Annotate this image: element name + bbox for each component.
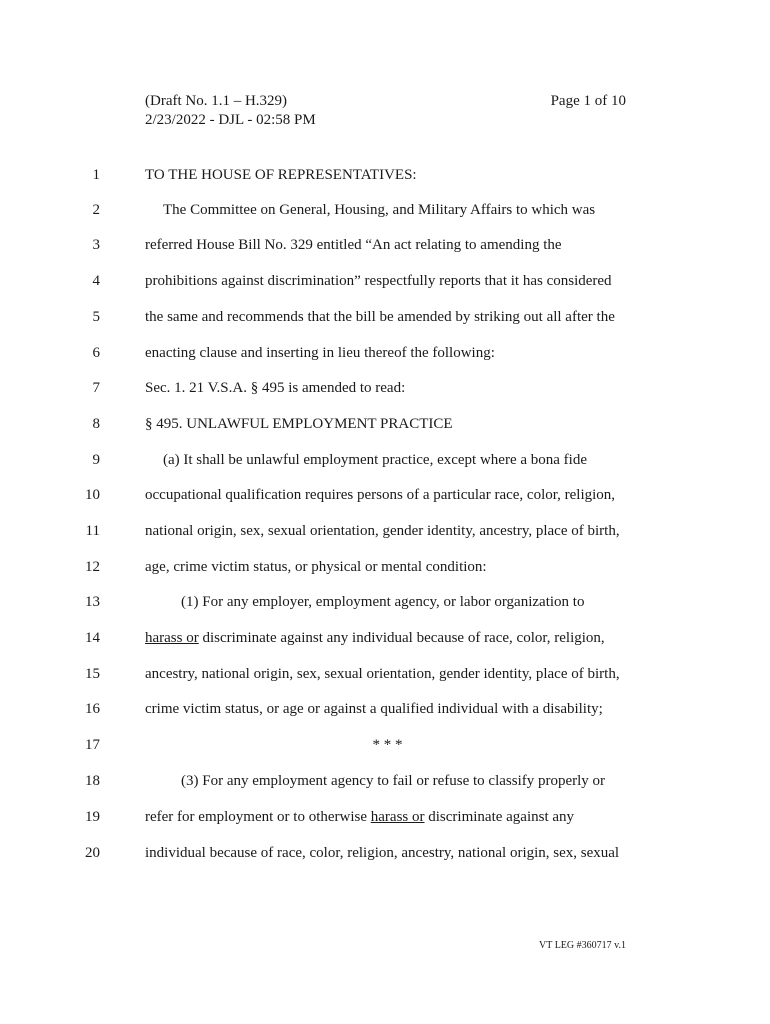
section-heading: § 495. UNLAWFUL EMPLOYMENT PRACTICE [145, 416, 453, 432]
line-text: enacting clause and inserting in lieu thereof the following: [145, 345, 495, 361]
line-text: national origin, sex, sexual orientation, gender identity, ancestry, place of birth, [145, 523, 620, 539]
document-line [0, 199, 770, 221]
line-text-rest: discriminate against any individual because of race, color, religion, [198, 630, 605, 646]
line-text: prohibitions against discrimination” respectfully reports that it has considered [145, 273, 612, 289]
document-line [0, 520, 770, 542]
line-text-rest: discriminate against any [424, 809, 575, 825]
line-text: occupational qualification requires persons of a particular race, color, religion, [145, 487, 616, 503]
line-text: TO THE HOUSE OF REPRESENTATIVES: [145, 167, 417, 183]
document-line [0, 377, 770, 399]
line-number: 2 [92, 202, 100, 218]
document-line [0, 342, 770, 364]
page-number: Page 1 of 10 [550, 93, 626, 109]
line-text: (1) For any employer, employment agency, or labor organization to [181, 594, 585, 610]
line-text [145, 627, 630, 649]
line-text: the same and recommends that the bill be amended by striking out all after the [145, 309, 615, 325]
line-number: 1 [92, 167, 100, 183]
draft-number: (Draft No. 1.1 – H.329) [145, 93, 288, 109]
line-number: 19 [85, 809, 100, 825]
line-text: The Committee on General, Housing, and Military Affairs to which was [163, 202, 596, 218]
document-line [0, 449, 770, 471]
document-line [0, 306, 770, 328]
line-text: ancestry, national origin, sex, sexual orientation, gender identity, place of birth, [145, 666, 620, 682]
line-number: 5 [92, 309, 100, 325]
line-number: 9 [92, 452, 100, 468]
line-text: age, crime victim status, or physical or mental condition: [145, 559, 487, 575]
line-text: Sec. 1. 21 V.S.A. § 495 is amended to read: [145, 380, 406, 396]
draft-date: 2/23/2022 - DJL - 02:58 PM [145, 112, 316, 128]
line-text-start: refer for employment or to otherwise [145, 809, 371, 825]
line-number: 12 [85, 559, 100, 575]
footer-document-id: VT LEG #360717 v.1 [539, 940, 626, 951]
line-number: 18 [85, 773, 100, 789]
line-number: 16 [85, 701, 100, 717]
document-line [0, 770, 770, 792]
document-line [0, 164, 770, 186]
line-text: (3) For any employment agency to fail or refuse to classify properly or [181, 773, 606, 789]
line-number: 3 [92, 237, 100, 253]
document-line [0, 806, 770, 828]
document-line [0, 484, 770, 506]
line-number: 15 [85, 666, 100, 682]
line-number: 11 [85, 523, 100, 539]
document-line [0, 734, 770, 756]
line-number: 17 [85, 737, 100, 753]
document-line [0, 556, 770, 578]
document-line [0, 413, 770, 435]
line-number: 14 [85, 630, 100, 646]
document-line [0, 842, 770, 864]
omission-marker: * * * [372, 737, 403, 753]
line-number: 4 [92, 273, 100, 289]
line-number: 7 [92, 380, 100, 396]
line-text [145, 806, 630, 828]
document-line [0, 270, 770, 292]
line-text: (a) It shall be unlawful employment practice, except where a bona fide [163, 452, 587, 468]
line-text: individual because of race, color, religion, ancestry, national origin, sex, sexual [145, 845, 620, 861]
document-line [0, 698, 770, 720]
inserted-text: harass or [370, 809, 425, 825]
line-text: referred House Bill No. 329 entitled “An act relating to amending the [145, 237, 562, 253]
line-number: 8 [92, 416, 100, 432]
document-line [0, 234, 770, 256]
line-number: 13 [85, 594, 100, 610]
document-line [0, 627, 770, 649]
header-left [145, 92, 316, 130]
line-number: 10 [85, 487, 100, 503]
document-line [0, 663, 770, 685]
document-line [0, 591, 770, 613]
line-text: crime victim status, or age or against a qualified individual with a disability; [145, 701, 603, 717]
line-number: 6 [92, 345, 100, 361]
inserted-text: harass or [145, 630, 199, 646]
line-number: 20 [85, 845, 100, 861]
